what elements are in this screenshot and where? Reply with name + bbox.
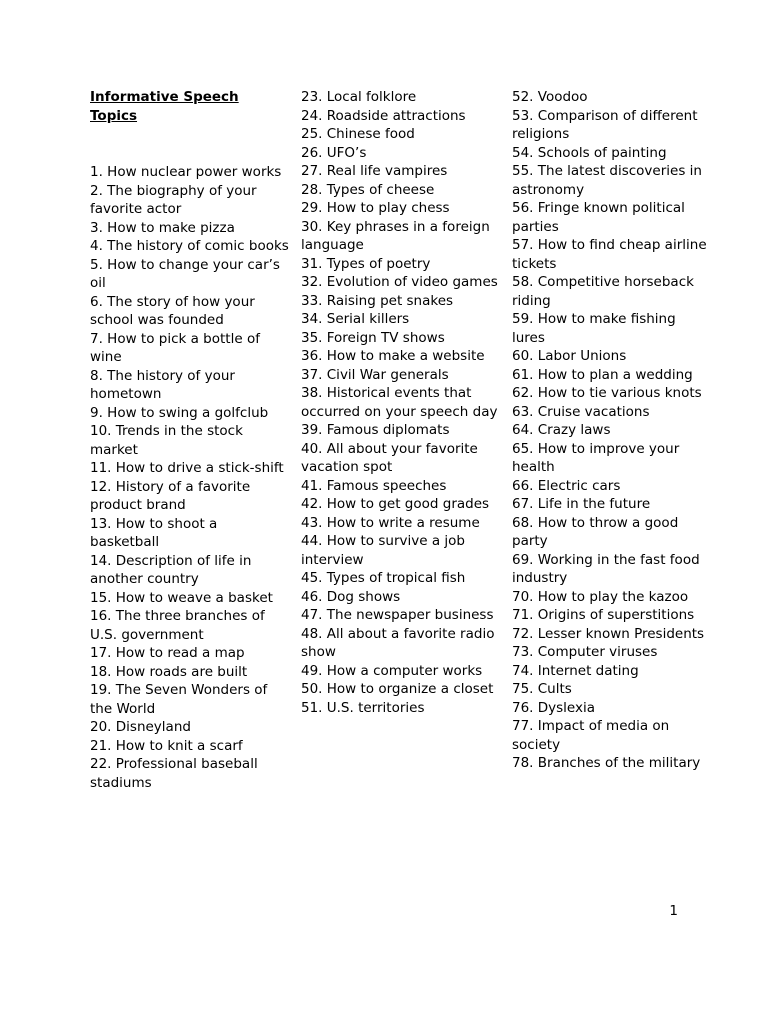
topic-item: 7. How to pick a bottle of wine [90, 330, 260, 365]
topic-item: 3. How to make pizza [90, 219, 235, 236]
topic-item: 23. Local folklore [301, 89, 417, 105]
topic-item: 54. Schools of painting [512, 144, 667, 161]
topic-item: 57. How to find cheap airline tickets [512, 237, 707, 272]
topic-item: 61. How to plan a wedding [512, 366, 693, 383]
topic-item: 4. The history of comic books [90, 238, 289, 254]
topic-item: 46. Dog shows [301, 588, 401, 605]
topic-item: 36. How to make a website [301, 348, 485, 364]
topic-item: 56. Fringe known political parties [512, 200, 685, 235]
topic-list-2 [301, 88, 501, 717]
topic-item: 18. How roads are built [90, 663, 248, 680]
topic-item: 15. How to weave a basket [90, 589, 273, 606]
topic-item: 74. Internet dating [512, 662, 639, 679]
topic-item: 77. Impact of media on society [512, 718, 670, 753]
topic-item: 1. How nuclear power works [90, 164, 282, 180]
column-3 [512, 88, 712, 773]
topic-item: 73. Computer viruses [512, 644, 658, 660]
topic-item: 43. How to write a resume [301, 514, 480, 531]
topic-item: 35. Foreign TV shows [301, 329, 445, 346]
topic-item: 75. Cults [512, 681, 572, 697]
topic-item: 58. Competitive horseback riding [512, 274, 694, 309]
topic-item: 60. Labor Unions [512, 348, 627, 364]
topic-item: 9. How to swing a golfclub [90, 404, 269, 421]
topic-item: 39. Famous diplomats [301, 422, 450, 438]
topic-item: 19. The Seven Wonders of the World [90, 682, 268, 717]
topic-item: 52. Voodoo [512, 89, 588, 105]
topic-item: 17. How to read a map [90, 645, 245, 661]
topic-item: 20. Disneyland [90, 719, 191, 735]
topic-item: 29. How to play chess [301, 200, 450, 216]
document-title: Informative Speech Topics [90, 89, 239, 124]
topic-list-1 [90, 163, 290, 792]
topic-item: 51. U.S. territories [301, 699, 425, 716]
topic-item: 12. History of a favorite product brand [90, 478, 251, 513]
topic-item: 16. The three branches of U.S. government [90, 608, 265, 643]
topic-item: 78. Branches of the military [512, 755, 701, 771]
topic-item: 22. Professional baseball stadiums [90, 756, 258, 791]
topic-item: 34. Serial killers [301, 311, 410, 327]
topic-item: 71. Origins of superstitions [512, 607, 695, 623]
topic-item: 63. Cruise vacations [512, 403, 650, 420]
topic-item: 44. How to survive a job interview [301, 533, 465, 568]
topic-item: 62. How to tie various knots [512, 385, 702, 401]
topic-list-3 [512, 88, 712, 773]
topic-item: 25. Chinese food [301, 126, 415, 142]
topic-item: 21. How to knit a scarf [90, 737, 243, 754]
topic-item: 26. UFO’s [301, 144, 367, 161]
topic-item: 42. How to get good grades [301, 496, 490, 512]
topic-item: 5. How to change your car’s oil [90, 256, 280, 291]
topic-item: 41. Famous speeches [301, 477, 447, 494]
topic-item: 66. Electric cars [512, 477, 621, 494]
topic-item: 72. Lesser known Presidents [512, 625, 705, 642]
topic-item: 31. Types of poetry [301, 255, 431, 272]
topic-item: 6. The story of how your school was founded [90, 293, 255, 328]
topic-item: 10. Trends in the stock market [90, 423, 243, 458]
topic-item: 24. Roadside attractions [301, 107, 466, 124]
topic-item: 32. Evolution of video games [301, 274, 498, 290]
column-2 [301, 88, 501, 717]
topic-item: 38. Historical events that occurred on your speech day [301, 385, 498, 420]
topic-item: 45. Types of tropical fish [301, 570, 466, 586]
topic-item: 33. Raising pet snakes [301, 292, 454, 309]
topic-item: 40. All about your favorite vacation spot [301, 440, 478, 475]
topic-item: 68. How to throw a good party [512, 514, 679, 549]
topic-item: 55. The latest discoveries in astronomy [512, 163, 702, 198]
topic-item: 13. How to shoot a basketball [90, 515, 218, 550]
topic-item: 64. Crazy laws [512, 422, 611, 438]
topic-item: 49. How a computer works [301, 662, 483, 679]
topic-item: 11. How to drive a stick-shift [90, 460, 284, 476]
topic-item: 8. The history of your hometown [90, 367, 235, 402]
topic-item: 53. Comparison of different religions [512, 107, 698, 142]
topic-item: 69. Working in the fast food industry [512, 551, 700, 586]
column-1 [90, 88, 290, 792]
topic-item: 37. Civil War generals [301, 366, 449, 383]
topic-item: 28. Types of cheese [301, 181, 435, 198]
topic-item: 47. The newspaper business [301, 607, 494, 623]
topic-item: 14. Description of life in another country [90, 552, 252, 587]
page-number: 1 [669, 903, 678, 919]
topic-item: 30. Key phrases in a foreign language [301, 218, 490, 253]
topic-item: 50. How to organize a closet [301, 681, 494, 697]
topic-item: 65. How to improve your health [512, 440, 680, 475]
topic-item: 70. How to play the kazoo [512, 588, 689, 605]
topic-item: 76. Dyslexia [512, 699, 596, 716]
topic-item: 59. How to make fishing lures [512, 311, 676, 346]
topic-item: 67. Life in the future [512, 496, 651, 512]
topic-item: 27. Real life vampires [301, 163, 448, 179]
topic-item: 2. The biography of your favorite actor [90, 182, 257, 217]
topic-item: 48. All about a favorite radio show [301, 625, 495, 660]
